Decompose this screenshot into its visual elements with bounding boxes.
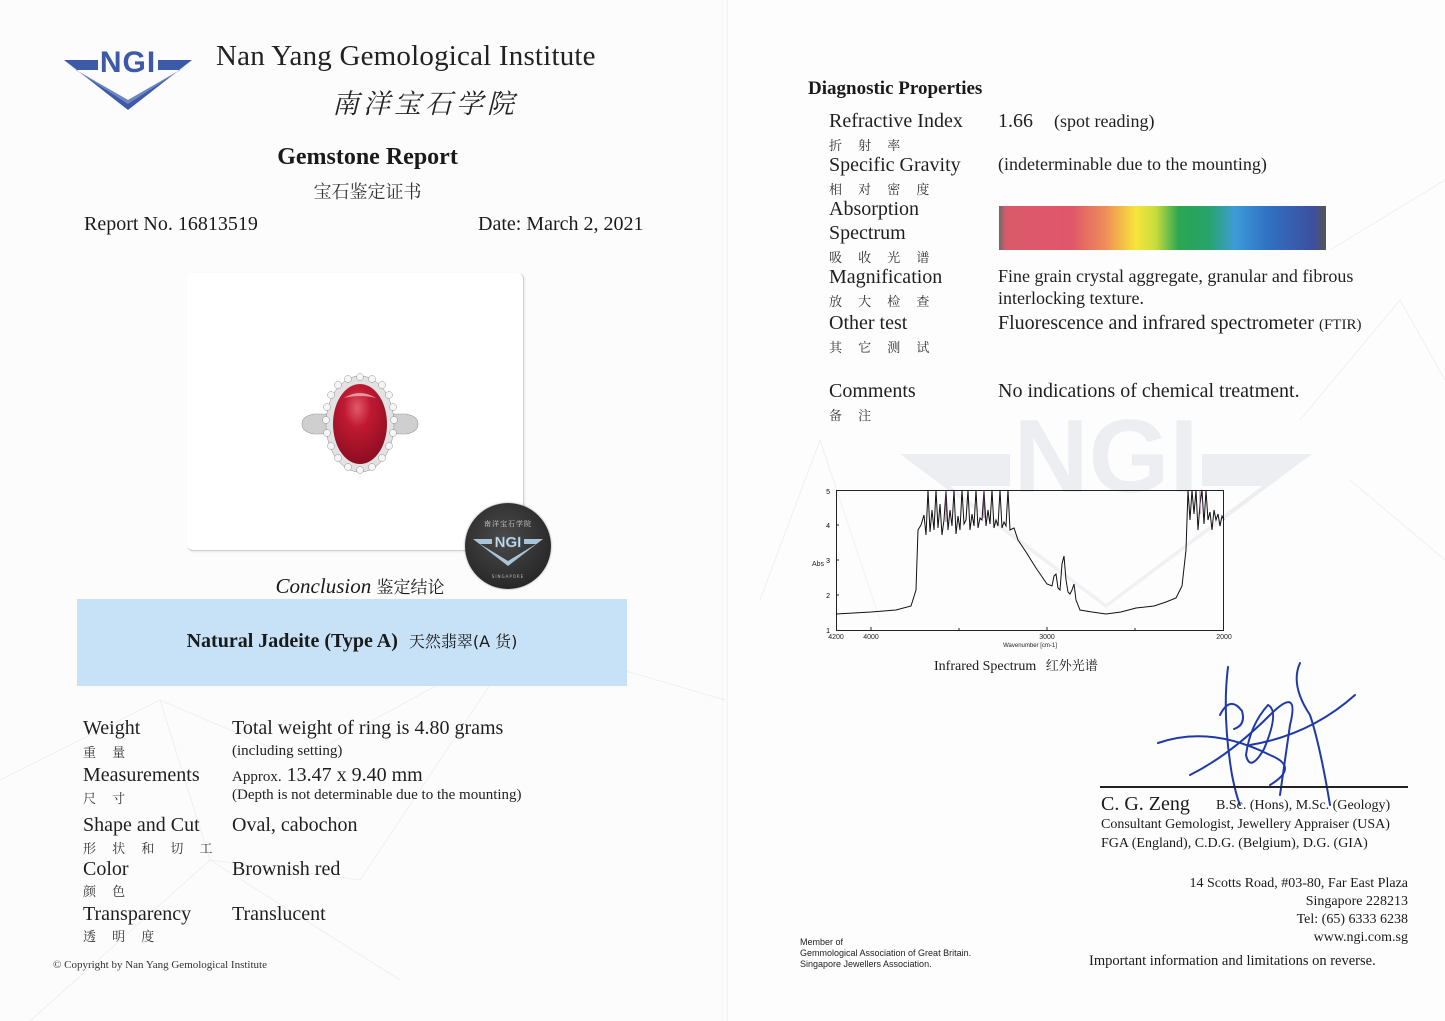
svg-text:2000: 2000 [1216, 634, 1232, 641]
color-value: Brownish red [232, 858, 341, 880]
svg-text:3: 3 [826, 558, 830, 565]
transparency-label: Transparency [83, 903, 192, 925]
measurements-value [232, 764, 423, 787]
report-number [84, 213, 258, 236]
signature-line [1100, 786, 1408, 788]
address-tel: Tel: (65) 6333 6238 [1296, 912, 1408, 927]
other-test-text: Fluorescence and infrared spectrometer [998, 312, 1314, 334]
report-title-cn: 宝石鉴定证书 [313, 182, 422, 203]
transparency-value: Translucent [232, 903, 326, 925]
report-date [478, 213, 644, 236]
membership-heading: Member of [800, 937, 844, 947]
spectrum-label: Spectrum [829, 222, 906, 244]
specific-gravity-value: (indeterminable due to the mounting) [998, 154, 1267, 174]
specific-gravity-label: Specific Gravity [829, 154, 961, 176]
shape-cut-label-cn: 形 状 和 切 工 [83, 842, 219, 857]
refractive-index-label-cn: 折 射 率 [829, 139, 907, 154]
conclusion-result-cn: 天然翡翠(A 货) [408, 632, 518, 651]
other-test-label-cn: 其 它 测 试 [829, 341, 936, 356]
svg-text:2: 2 [826, 593, 830, 600]
transparency-label-cn: 透 明 度 [83, 930, 161, 945]
ir-spectrum-title: Infrared Spectrum [934, 659, 1037, 674]
absorption-spectrum-label-cn: 吸 收 光 谱 [829, 251, 936, 266]
membership-gagb: Gemmological Association of Great Britain. [800, 948, 972, 958]
measurements-label-cn: 尺 寸 [83, 792, 132, 807]
refractive-index-label: Refractive Index [829, 110, 963, 132]
conclusion-result-en: Natural Jadeite (Type A) [186, 630, 398, 652]
svg-text:NGI: NGI [494, 534, 522, 551]
svg-text:1: 1 [826, 628, 830, 635]
seal-ngi-logo-icon [472, 531, 544, 567]
svg-text:4: 4 [826, 523, 830, 530]
comments-value: No indications of chemical treatment. [998, 380, 1300, 402]
other-test-suffix: (FTIR) [1318, 317, 1362, 333]
measurements-dimensions: 13.47 x 9.40 mm [286, 764, 423, 786]
svg-text:4000: 4000 [863, 634, 879, 641]
report-number-label: Report No. [84, 213, 173, 235]
institute-name-cn: 南洋宝石学院 [332, 89, 518, 120]
svg-text:NGI: NGI [99, 46, 157, 79]
signatory-title: Consultant Gemologist, Jewellery Appraiser (USA) [1101, 817, 1390, 832]
svg-text:Abs: Abs [812, 561, 825, 568]
measurements-label: Measurements [83, 764, 200, 786]
conclusion-label: Conclusion [275, 574, 372, 598]
report-date-label: Date: [478, 213, 522, 235]
weight-value: Total weight of ring is 4.80 grams [232, 717, 504, 739]
color-label-cn: 颜 色 [83, 885, 132, 900]
report-date-value: March 2, 2021 [526, 213, 644, 235]
membership-sja: Singapore Jewellers Association. [800, 959, 932, 969]
address-line1: 14 Scotts Road, #03-80, Far East Plaza [1189, 876, 1408, 891]
other-test-label: Other test [829, 312, 908, 334]
other-test-value [998, 312, 1361, 335]
weight-label: Weight [83, 717, 141, 739]
absorption-spectrum-bar [999, 206, 1326, 250]
comments-label: Comments [829, 380, 916, 402]
address-line2: Singapore 228213 [1305, 894, 1408, 909]
seal-bottom-text: SINGAPORE [491, 574, 525, 579]
seal-top-text: 南洋宝石学院 [484, 520, 532, 528]
svg-text:Wavenumber [cm-1]: Wavenumber [cm-1] [1003, 643, 1057, 649]
svg-text:NGI: NGI [1013, 408, 1199, 515]
diagnostic-properties-title: Diagnostic Properties [808, 78, 983, 99]
signature-image [1150, 655, 1360, 815]
conclusion-heading [0, 573, 720, 599]
signatory-credentials: FGA (England), C.D.G. (Belgium), D.G. (GIA) [1101, 836, 1368, 851]
measurements-note: (Depth is not determinable due to the mounting) [232, 787, 522, 803]
absorption-label: Absorption [829, 198, 919, 220]
refractive-index-note: (spot reading) [1054, 111, 1155, 131]
ring-photo [300, 372, 420, 476]
report-number-value: 16813519 [177, 213, 258, 235]
signatory-qualifications: B.Sc. (Hons), M.Sc. (Geology) [1216, 798, 1391, 813]
svg-text:4200: 4200 [828, 634, 844, 641]
address-website: www.ngi.com.sg [1313, 930, 1408, 945]
comments-label-cn: 备 注 [829, 409, 878, 424]
specific-gravity-label-cn: 相 对 密 度 [829, 183, 936, 198]
report-title: Gemstone Report [277, 144, 458, 170]
measurements-prefix: Approx. [232, 769, 282, 785]
copyright-notice: © Copyright by Nan Yang Gemological Institute [53, 959, 267, 971]
ir-spectrum-caption [934, 655, 1098, 675]
conclusion-label-cn: 鉴定结论 [376, 578, 445, 598]
magnification-label: Magnification [829, 266, 943, 288]
refractive-index-value: 1.66 [998, 110, 1033, 132]
signatory-name: C. G. Zeng [1101, 793, 1190, 815]
magnification-value: Fine grain crystal aggregate, granular and fibrous [998, 266, 1354, 286]
institute-name: Nan Yang Gemological Institute [216, 40, 596, 72]
ir-spectrum-title-cn: 红外光谱 [1045, 659, 1098, 674]
color-label: Color [83, 858, 129, 880]
shape-cut-label: Shape and Cut [83, 814, 200, 836]
svg-text:3000: 3000 [1039, 634, 1055, 641]
weight-label-cn: 重 量 [83, 746, 132, 761]
ngi-logo-icon [62, 46, 194, 112]
weight-note: (including setting) [232, 743, 343, 759]
svg-text:5: 5 [826, 489, 830, 496]
magnification-value-line2: interlocking texture. [998, 288, 1144, 308]
magnification-label-cn: 放 大 检 查 [829, 295, 936, 310]
important-notice: Important information and limitations on reverse. [1089, 953, 1376, 969]
ir-spectrum-plot [812, 489, 1232, 649]
shape-cut-value: Oval, cabochon [232, 814, 358, 836]
conclusion-result [77, 629, 627, 653]
